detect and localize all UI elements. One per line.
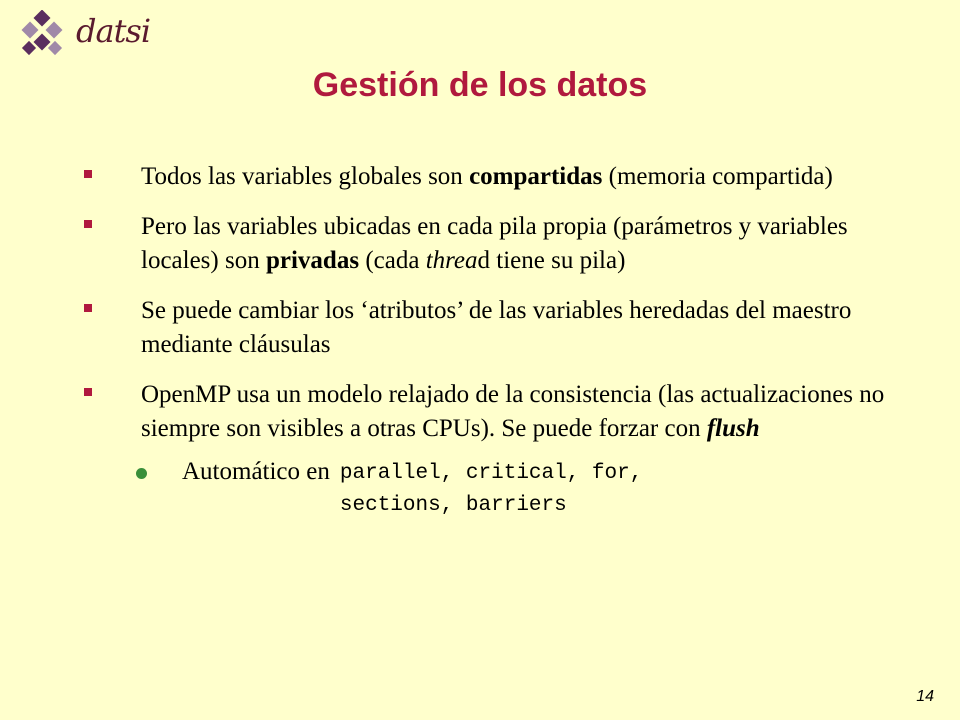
bullet-item: Pero las variables ubicadas en cada pila propia (parámetros y variables locales) son privadas (cada thread tiene su pila) — [84, 210, 904, 278]
page-number: 14 — [916, 688, 934, 705]
bullet-item: Todos las variables globales son compartidas (memoria compartida) — [84, 160, 904, 194]
slide-title: Gestión de los datos — [312, 66, 648, 104]
logo-diamonds-icon — [14, 10, 74, 60]
sub-bullet-code: parallel, critical, for, sections, barriers — [339, 462, 643, 517]
logo-text: datsi — [76, 12, 151, 50]
bullet-square-icon — [84, 388, 92, 396]
datsi-logo — [14, 10, 151, 60]
bullet-item: Se puede cambiar los ‘atributos’ de las variables heredadas del maestro mediante cláusulas — [84, 294, 904, 362]
sub-bullet-item — [84, 456, 904, 522]
sub-bullet-dot-icon — [136, 468, 147, 479]
bullet-square-icon — [84, 220, 92, 228]
sub-bullet-label: Automático en — [182, 458, 330, 485]
bullet-list — [84, 160, 904, 522]
bullet-item: OpenMP usa un modelo relajado de la consistencia (las actualizaciones no siempre son visibles a otras CPUs). Se puede forzar con flush — [84, 378, 904, 446]
bullet-square-icon — [84, 304, 92, 312]
bullet-square-icon — [84, 170, 92, 178]
